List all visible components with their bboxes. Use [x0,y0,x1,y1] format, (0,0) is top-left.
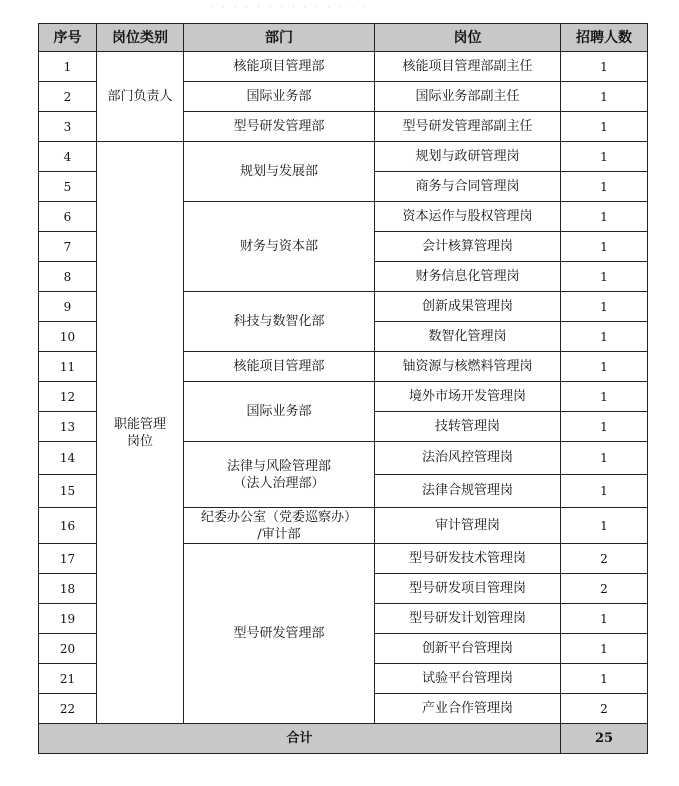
header-category: 岗位类别 [97,24,184,52]
department-line: 纪委办公室（党委巡察办） [200,509,357,525]
row-no: 17 [39,544,97,574]
count-cell: 1 [561,322,648,352]
department-cell: 规划与发展部 [184,142,375,202]
count-cell: 1 [561,412,648,442]
post-cell: 审计管理岗 [375,508,561,544]
post-cell: 法律合规管理岗 [375,475,561,508]
row-no: 14 [39,442,97,475]
post-cell: 铀资源与核燃料管理岗 [375,352,561,382]
count-cell: 1 [561,604,648,634]
row-no: 6 [39,202,97,232]
count-cell: 2 [561,694,648,724]
total-count: 25 [561,724,648,754]
count-cell: 1 [561,232,648,262]
post-cell: 法治风控管理岗 [375,442,561,475]
row-no: 18 [39,574,97,604]
department-cell: 国际业务部 [184,382,375,442]
post-cell: 国际业务部副主任 [375,82,561,112]
department-cell: 国际业务部 [184,82,375,112]
total-label: 合计 [39,724,561,754]
post-cell: 创新平台管理岗 [375,634,561,664]
row-no: 12 [39,382,97,412]
header-post: 岗位 [375,24,561,52]
post-cell: 型号研发技术管理岗 [375,544,561,574]
post-cell: 技转管理岗 [375,412,561,442]
row-no: 16 [39,508,97,544]
count-cell: 2 [561,574,648,604]
row-no: 4 [39,142,97,172]
post-cell: 规划与政研管理岗 [375,142,561,172]
count-cell: 2 [561,544,648,574]
row-no: 5 [39,172,97,202]
post-cell: 财务信息化管理岗 [375,262,561,292]
department-cell: 科技与数智化部 [184,292,375,352]
post-cell: 试验平台管理岗 [375,664,561,694]
department-cell [184,442,375,508]
department-cell: 财务与资本部 [184,202,375,292]
department-cell: 型号研发管理部 [184,544,375,724]
count-cell: 1 [561,382,648,412]
count-cell: 1 [561,172,648,202]
row-no: 10 [39,322,97,352]
post-cell: 核能项目管理部副主任 [375,52,561,82]
recruitment-table [38,23,648,754]
post-cell: 产业合作管理岗 [375,694,561,724]
category-label: 职能管理岗位 [113,416,166,449]
category-label: 部门负责人 [107,89,173,104]
count-cell: 1 [561,508,648,544]
row-no: 20 [39,634,97,664]
count-cell: 1 [561,262,648,292]
row-no: 3 [39,112,97,142]
count-cell: 1 [561,112,648,142]
count-cell: 1 [561,82,648,112]
row-no: 2 [39,82,97,112]
post-cell: 会计核算管理岗 [375,232,561,262]
header-department: 部门 [184,24,375,52]
header-count: 招聘人数 [561,24,648,52]
department-line: （法人治理部） [233,475,325,491]
department-cell: 核能项目管理部 [184,52,375,82]
department-cell: 型号研发管理部 [184,112,375,142]
table-row [39,52,648,82]
count-cell: 1 [561,352,648,382]
post-cell: 资本运作与股权管理岗 [375,202,561,232]
row-no: 7 [39,232,97,262]
table-row [39,142,648,172]
post-cell: 型号研发管理部副主任 [375,112,561,142]
count-cell: 1 [561,634,648,664]
row-no: 19 [39,604,97,634]
row-no: 11 [39,352,97,382]
department-cell: 核能项目管理部 [184,352,375,382]
row-no: 21 [39,664,97,694]
row-no: 13 [39,412,97,442]
row-no: 8 [39,262,97,292]
row-no: 15 [39,475,97,508]
row-no: 9 [39,292,97,322]
count-cell: 1 [561,52,648,82]
count-cell: 1 [561,442,648,475]
row-no: 1 [39,52,97,82]
post-cell: 型号研发项目管理岗 [375,574,561,604]
count-cell: 1 [561,292,648,322]
post-cell: 商务与合同管理岗 [375,172,561,202]
count-cell: 1 [561,475,648,508]
post-cell: 境外市场开发管理岗 [375,382,561,412]
count-cell: 1 [561,142,648,172]
count-cell: 1 [561,664,648,694]
post-cell: 型号研发计划管理岗 [375,604,561,634]
department-cell [184,508,375,544]
row-no: 22 [39,694,97,724]
table-header-row [39,24,648,52]
post-cell: 数智化管理岗 [375,322,561,352]
count-cell: 1 [561,202,648,232]
post-cell: 创新成果管理岗 [375,292,561,322]
faint-header-text: · · · · · · · · · · · · · · [210,3,369,13]
header-no: 序号 [39,24,97,52]
department-line: /审计部 [257,526,301,542]
department-line: 法律与风险管理部 [226,458,331,474]
category-cell [97,52,184,142]
total-row [39,724,648,754]
category-cell [97,142,184,724]
